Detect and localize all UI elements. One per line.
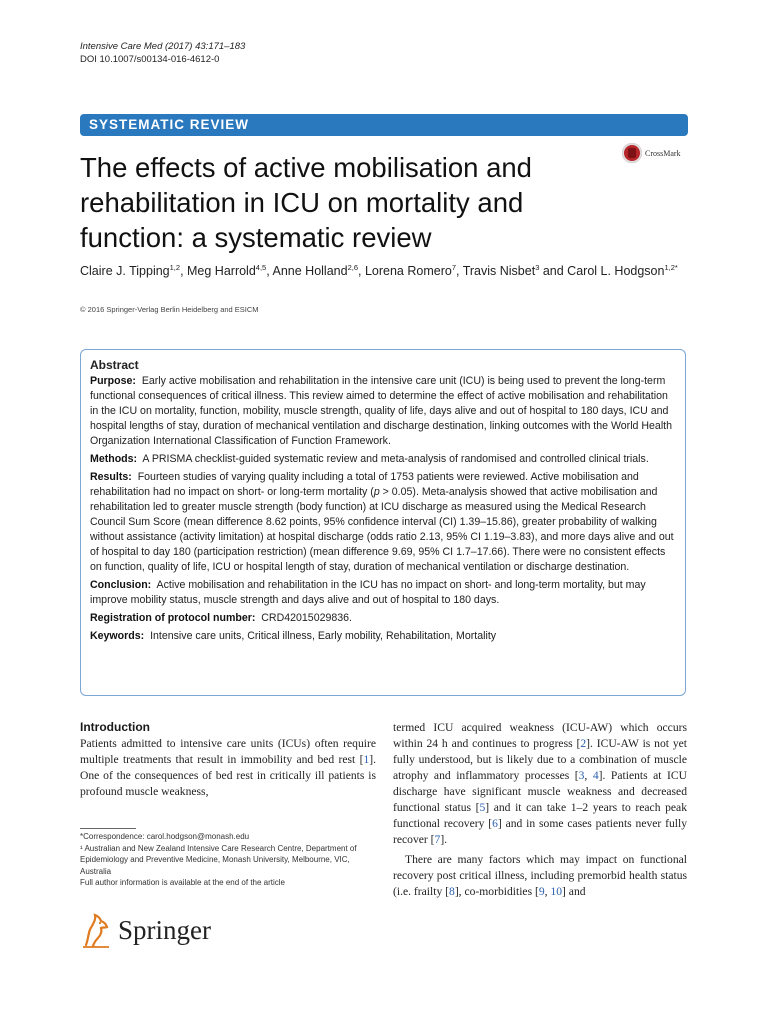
crossmark-icon <box>622 143 642 163</box>
intro-paragraph: There are many factors which may impact on functional recovery post critical illness, including premorbid health status (i.e. frailty [8], co-morbidities [9, 10] and <box>393 853 687 898</box>
abstract-registration: Registration of protocol number: CRD42015029836. <box>90 612 352 624</box>
author[interactable]: Claire J. Tipping$^{1,2}$ <box>80 263 181 279</box>
author[interactable]: Travis Nisbet$^3$ <box>462 263 540 279</box>
article-type-banner <box>80 114 688 136</box>
abstract-keywords: Keywords: Intensive care units, Critical illness, Early mobility, Rehabilitation, Mortality <box>90 630 497 642</box>
citation-link[interactable]: 4 <box>592 769 599 782</box>
journal-citation: Intensive Care Med (2017) 43:171–183 <box>80 41 246 52</box>
citation-link[interactable]: 10 <box>550 885 563 898</box>
footnote-divider <box>80 828 136 829</box>
citation-link[interactable]: 8 <box>449 885 455 898</box>
body-column-right <box>393 720 687 900</box>
author-info-note: Full author information is available at the end of the article <box>80 878 286 888</box>
crossmark-badge[interactable] <box>622 143 681 163</box>
abstract-results: Results: Fourteen studies of varying quality including a total of 1753 patients were reviewed. Active mobilisation and rehabilitation had no impact on short- or long-term mortality (p > 0.05). Meta-analysis showed that active mobilisation and rehabilitation led to greater muscle strength (body function) at ICU discharge as measured using the Medical Research Council Sum Score (mean difference 8.62 points, 95% confidence interval (CI) 1.39–15.86), greater probability of walking without assistance (activity limitation) at hospital discharge (odds ratio 2.13, 95% CI 1.19–3.83), and more days alive and out of hospital to day 180 (participation restriction) (mean difference 9.69, 95% CI 1.7–17.66). There were no consistent effects on function, quality of life, ICU or hospital length of stay, duration of mechanical ventilation or discharge destination. <box>90 471 674 573</box>
citation-link[interactable]: 3 <box>578 769 585 782</box>
introduction-heading: Introduction <box>80 720 150 734</box>
citation-link[interactable]: 1 <box>363 753 370 766</box>
abstract-heading: Abstract <box>90 358 139 372</box>
publisher-name: Springer <box>118 914 211 945</box>
body-column-left <box>80 736 376 800</box>
citation-link[interactable]: 6 <box>492 817 498 830</box>
affiliation-note: ¹ Australian and New Zealand Intensive Care Research Centre, Department of Epidemiology and Preventive Medicine, Monash University, Melbourne, VIC, Australia <box>80 843 357 876</box>
abstract-methods: Methods: A PRISMA checklist-guided systematic review and meta-analysis of randomised and controlled clinical trials. <box>90 453 649 465</box>
citation-link[interactable]: 2 <box>580 737 587 750</box>
author[interactable]: Meg Harrold$^{4,5}$ <box>187 263 267 279</box>
author-list: Claire J. Tipping$^{1,2}$, Meg Harrold$^{4,5}$, Anne Holland$^{2,6}$, Lorena Romero$^7$, Travis Nisbet$^3$ and Carol L. Hodgson$^{1,2*}$ <box>80 263 678 279</box>
abstract-purpose: Purpose: Early active mobilisation and rehabilitation in the intensive care unit (ICU) is being used to prevent the long-term functional consequences of critical illness. This review aimed to determine the effect of active mobilisation and rehabilitation in the ICU on mortality, function, mobility, muscle strength, quality of life, days alive and out of hospital to 180 days, ICU and hospital lengths of stay, duration of mechanical ventilation and discharge destination, linking outcomes with the World Health Organization International Classification of Function Framework. <box>90 375 673 447</box>
crossmark-label: CrossMark <box>645 148 681 158</box>
copyright-notice: © 2016 Springer-Verlag Berlin Heidelberg and ESICM <box>80 305 259 314</box>
article-type-label: SYSTEMATIC REVIEW <box>89 117 250 132</box>
journal-header <box>80 40 245 66</box>
citation-link[interactable]: 7 <box>434 833 441 846</box>
intro-paragraph: Patients admitted to intensive care units (ICUs) often require multiple treatments that result in immobility and bed rest [1]. One of the consequences of bed rest in critically ill patients is profound muscle weakness, <box>80 737 376 798</box>
citation-link[interactable]: 9 <box>538 885 545 898</box>
citation-link[interactable]: 5 <box>479 801 486 814</box>
author[interactable]: Anne Holland$^{2,6}$ <box>272 263 358 279</box>
footnotes <box>80 831 380 889</box>
springer-horse-icon <box>80 912 112 948</box>
abstract-conclusion: Conclusion: Active mobilisation and rehabilitation in the ICU has no impact on short- and long-term mortality, but may improve mobility status, muscle strength and days alive and out of hospital to 180 days. <box>90 579 646 606</box>
doi: DOI 10.1007/s00134-016-4612-0 <box>80 54 220 65</box>
article-title: The effects of active mobilisation and rehabilitation in ICU on mortality and function: a systematic review <box>80 152 532 253</box>
author[interactable]: Lorena Romero$^7$ <box>364 263 456 279</box>
correspondence-note[interactable]: *Correspondence: carol.hodgson@monash.edu <box>80 832 250 841</box>
abstract-box <box>80 349 686 696</box>
publisher-logo <box>80 912 211 948</box>
intro-paragraph: termed ICU acquired weakness (ICU-AW) which occurs within 24 h and continues to progress [2]. ICU-AW is not yet fully understood, but is likely due to a combination of muscle atrophy and inflammatory processes [3, 4]. Patients at ICU discharge have significant muscle weakness and decreased functional status [5] and it can take 1–2 years to reach peak functional recovery [6] and in some cases patients never fully recover [7]. <box>393 721 688 846</box>
author[interactable]: Carol L. Hodgson$^{1,2*}$ <box>567 263 678 279</box>
